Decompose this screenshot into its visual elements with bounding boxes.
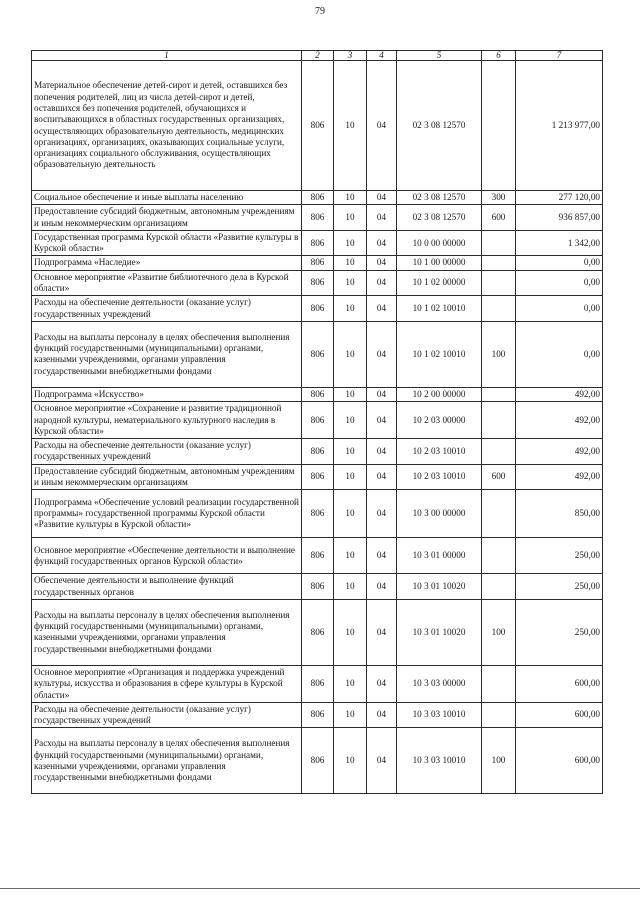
col-header-6: 6 (482, 51, 516, 61)
row-name: Расходы на выплаты персоналу в целях обеспечения выполнения функций государственными (муниципальными) органами, казенными учреждениями, органами управления государственными внебюджетными фондами (32, 728, 302, 794)
row-amount: 250,00 (516, 574, 603, 600)
row-subsection: 04 (367, 728, 397, 794)
row-name: Подпрограмма «Наследие» (32, 256, 302, 270)
row-admin-code: 806 (302, 464, 334, 490)
table-row (32, 464, 603, 490)
row-section: 10 (334, 599, 367, 665)
row-admin-code: 806 (302, 599, 334, 665)
row-subsection: 04 (367, 574, 397, 600)
row-expense-type: 100 (482, 728, 516, 794)
row-amount: 277 120,00 (516, 191, 603, 205)
page-edge-line (0, 888, 640, 889)
row-section: 10 (334, 574, 367, 600)
row-section: 10 (334, 61, 367, 191)
col-header-2: 2 (302, 51, 334, 61)
col-header-7: 7 (516, 51, 603, 61)
row-admin-code: 806 (302, 387, 334, 401)
row-admin-code: 806 (302, 205, 334, 231)
row-amount: 600,00 (516, 702, 603, 728)
row-admin-code: 806 (302, 702, 334, 728)
row-section: 10 (334, 321, 367, 387)
row-admin-code: 806 (302, 538, 334, 574)
table-row (32, 270, 603, 296)
table-row (32, 439, 603, 465)
row-expense-type (482, 702, 516, 728)
row-amount: 492,00 (516, 439, 603, 465)
row-name: Основное мероприятие «Обеспечение деятельности и выполнение функций государственных органов Курской области» (32, 538, 302, 574)
row-admin-code: 806 (302, 256, 334, 270)
row-subsection: 04 (367, 230, 397, 256)
row-admin-code: 806 (302, 61, 334, 191)
row-expense-type (482, 574, 516, 600)
row-section: 10 (334, 191, 367, 205)
row-amount: 250,00 (516, 599, 603, 665)
row-admin-code: 806 (302, 574, 334, 600)
row-admin-code: 806 (302, 490, 334, 538)
table-row (32, 538, 603, 574)
row-amount: 1 213 977,00 (516, 61, 603, 191)
row-section: 10 (334, 439, 367, 465)
row-subsection: 04 (367, 538, 397, 574)
row-subsection: 04 (367, 256, 397, 270)
row-admin-code: 806 (302, 230, 334, 256)
row-name: Основное мероприятие «Организация и поддержка учреждений культуры, искусства и образования в сфере культуры в Курской области» (32, 665, 302, 702)
row-subsection: 04 (367, 205, 397, 231)
table-row (32, 702, 603, 728)
row-subsection: 04 (367, 665, 397, 702)
row-target-article: 02 3 08 12570 (397, 191, 482, 205)
row-name: Расходы на обеспечение деятельности (оказание услуг) государственных учреждений (32, 296, 302, 322)
row-name: Основное мероприятие «Сохранение и развитие традиционной народной культуры, нематериального культурного наследия в Курской области» (32, 402, 302, 439)
row-section: 10 (334, 230, 367, 256)
row-subsection: 04 (367, 321, 397, 387)
page-number: 79 (315, 6, 325, 17)
row-amount: 1 342,00 (516, 230, 603, 256)
table-row (32, 665, 603, 702)
row-target-article: 10 2 03 10010 (397, 439, 482, 465)
table-row (32, 296, 603, 322)
row-admin-code: 806 (302, 296, 334, 322)
row-amount: 492,00 (516, 387, 603, 401)
row-name: Расходы на выплаты персоналу в целях обеспечения выполнения функций государственными (муниципальными) органами, казенными учреждениями, органами управления государственными внебюджетными фондами (32, 599, 302, 665)
table-row (32, 402, 603, 439)
row-section: 10 (334, 256, 367, 270)
row-expense-type: 100 (482, 321, 516, 387)
row-amount: 0,00 (516, 256, 603, 270)
row-admin-code: 806 (302, 321, 334, 387)
table-row (32, 256, 603, 270)
row-section: 10 (334, 464, 367, 490)
budget-table (31, 50, 603, 794)
row-expense-type: 300 (482, 191, 516, 205)
row-name: Основное мероприятие «Развитие библиотечного дела в Курской области» (32, 270, 302, 296)
table-row (32, 599, 603, 665)
row-subsection: 04 (367, 599, 397, 665)
row-target-article: 10 1 02 10010 (397, 296, 482, 322)
row-subsection: 04 (367, 490, 397, 538)
table-row (32, 191, 603, 205)
row-admin-code: 806 (302, 191, 334, 205)
row-amount: 936 857,00 (516, 205, 603, 231)
row-expense-type: 600 (482, 205, 516, 231)
table-row (32, 230, 603, 256)
row-amount: 0,00 (516, 270, 603, 296)
row-amount: 850,00 (516, 490, 603, 538)
table-row (32, 490, 603, 538)
row-subsection: 04 (367, 702, 397, 728)
row-expense-type (482, 402, 516, 439)
row-section: 10 (334, 728, 367, 794)
row-amount: 600,00 (516, 728, 603, 794)
col-header-5: 5 (397, 51, 482, 61)
row-section: 10 (334, 270, 367, 296)
row-expense-type (482, 296, 516, 322)
row-name: Предоставление субсидий бюджетным, автономным учреждениям и иным некоммерческим организациям (32, 464, 302, 490)
row-name: Расходы на обеспечение деятельности (оказание услуг) государственных учреждений (32, 702, 302, 728)
row-subsection: 04 (367, 439, 397, 465)
row-expense-type (482, 439, 516, 465)
row-expense-type (482, 665, 516, 702)
row-name: Социальное обеспечение и иные выплаты населению (32, 191, 302, 205)
col-header-4: 4 (367, 51, 397, 61)
row-section: 10 (334, 205, 367, 231)
row-amount: 492,00 (516, 402, 603, 439)
row-target-article: 10 2 03 00000 (397, 402, 482, 439)
table-row (32, 728, 603, 794)
table-row (32, 387, 603, 401)
row-target-article: 10 1 02 00000 (397, 270, 482, 296)
row-amount: 600,00 (516, 665, 603, 702)
row-admin-code: 806 (302, 270, 334, 296)
row-target-article: 10 3 01 00000 (397, 538, 482, 574)
row-target-article: 10 3 03 10010 (397, 728, 482, 794)
row-amount: 0,00 (516, 321, 603, 387)
row-expense-type (482, 270, 516, 296)
row-name: Предоставление субсидий бюджетным, автономным учреждениям и иным некоммерческим организациям (32, 205, 302, 231)
row-target-article: 10 2 03 10010 (397, 464, 482, 490)
row-expense-type: 600 (482, 464, 516, 490)
table-row (32, 321, 603, 387)
row-admin-code: 806 (302, 665, 334, 702)
row-section: 10 (334, 665, 367, 702)
row-name: Подпрограмма «Искусство» (32, 387, 302, 401)
table-row (32, 61, 603, 191)
row-section: 10 (334, 387, 367, 401)
row-section: 10 (334, 538, 367, 574)
row-expense-type (482, 538, 516, 574)
row-subsection: 04 (367, 191, 397, 205)
row-expense-type (482, 387, 516, 401)
row-expense-type (482, 256, 516, 270)
header-row (32, 51, 603, 61)
row-target-article: 10 3 03 10010 (397, 702, 482, 728)
row-target-article: 10 3 01 10020 (397, 574, 482, 600)
table-row (32, 574, 603, 600)
row-name: Материальное обеспечение детей-сирот и детей, оставшихся без попечения родителей, лиц из числа детей-сирот и детей, оставшихся без попечения родителей, обучающихся и воспитывающихся в областных государственных организациях, осуществляющих образовательную деятельность, медицинских организациях, организациях, оказывающих социальные услуги, организациях социального обслуживания, осуществляющих образовательную деятельность (32, 61, 302, 191)
row-subsection: 04 (367, 464, 397, 490)
col-header-3: 3 (334, 51, 367, 61)
row-target-article: 10 1 00 00000 (397, 256, 482, 270)
row-section: 10 (334, 402, 367, 439)
row-name: Подпрограмма «Обеспечение условий реализации государственной программы» государственной программы Курской области «Развитие культуры в Курской области» (32, 490, 302, 538)
row-amount: 492,00 (516, 464, 603, 490)
row-name: Обеспечение деятельности и выполнение функций государственных органов (32, 574, 302, 600)
row-subsection: 04 (367, 270, 397, 296)
row-target-article: 10 0 00 00000 (397, 230, 482, 256)
row-target-article: 02 3 08 12570 (397, 205, 482, 231)
row-section: 10 (334, 490, 367, 538)
row-expense-type (482, 61, 516, 191)
row-admin-code: 806 (302, 728, 334, 794)
row-target-article: 10 1 02 10010 (397, 321, 482, 387)
row-subsection: 04 (367, 402, 397, 439)
row-section: 10 (334, 702, 367, 728)
row-target-article: 10 3 00 00000 (397, 490, 482, 538)
row-subsection: 04 (367, 387, 397, 401)
row-expense-type: 100 (482, 599, 516, 665)
row-amount: 0,00 (516, 296, 603, 322)
row-section: 10 (334, 296, 367, 322)
table-row (32, 205, 603, 231)
row-admin-code: 806 (302, 439, 334, 465)
row-amount: 250,00 (516, 538, 603, 574)
row-target-article: 10 3 03 00000 (397, 665, 482, 702)
row-expense-type (482, 230, 516, 256)
row-target-article: 02 3 08 12570 (397, 61, 482, 191)
row-target-article: 10 2 00 00000 (397, 387, 482, 401)
row-name: Государственная программа Курской области «Развитие культуры в Курской области» (32, 230, 302, 256)
row-subsection: 04 (367, 61, 397, 191)
row-name: Расходы на выплаты персоналу в целях обеспечения выполнения функций государственными (муниципальными) органами, казенными учреждениями, органами управления государственными внебюджетными фондами (32, 321, 302, 387)
col-header-1: 1 (32, 51, 302, 61)
row-expense-type (482, 490, 516, 538)
row-subsection: 04 (367, 296, 397, 322)
row-admin-code: 806 (302, 402, 334, 439)
row-target-article: 10 3 01 10020 (397, 599, 482, 665)
row-name: Расходы на обеспечение деятельности (оказание услуг) государственных учреждений (32, 439, 302, 465)
